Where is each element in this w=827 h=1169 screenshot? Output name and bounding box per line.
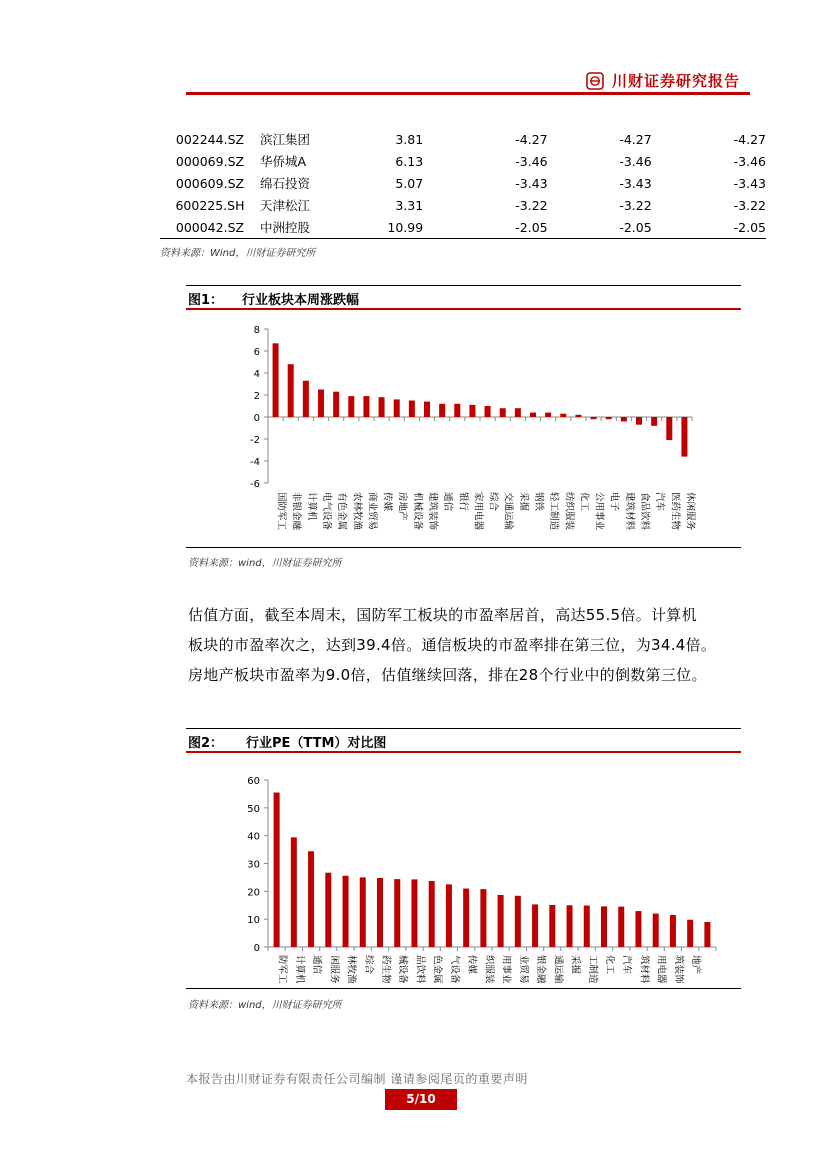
stock-change-1: -3.46 <box>515 153 548 169</box>
x-tick-label: 公用事业 <box>593 492 605 531</box>
stock-code: 002244.SZ <box>175 131 245 147</box>
figure1-source-note: 资料来源：wind，川财证券研究所 <box>188 558 342 569</box>
x-tick-label: 房地产 <box>396 492 408 521</box>
x-tick-label: 农林牧渔 <box>351 492 363 531</box>
bar <box>636 417 642 425</box>
figure1-title-bar <box>186 285 741 310</box>
table-row <box>160 128 766 150</box>
bar <box>549 905 555 947</box>
stock-change-3: -2.05 <box>652 216 766 239</box>
bar <box>409 401 415 418</box>
figure2-title: 行业PE（TTM）对比图 <box>246 736 387 751</box>
table-row <box>160 216 766 239</box>
bar <box>666 417 672 440</box>
y-tick-label: 8 <box>253 325 260 336</box>
x-tick-label: 业贸易 <box>517 955 529 984</box>
x-tick-label: 采掘 <box>517 492 529 512</box>
bar <box>424 402 430 417</box>
y-tick-label: 10 <box>247 915 260 927</box>
x-tick-label: 械设备 <box>397 955 409 984</box>
x-tick-label: 地产 <box>690 955 702 975</box>
y-tick-label: 2 <box>253 391 260 402</box>
bar <box>379 397 385 417</box>
bar <box>308 851 314 947</box>
paragraph-line: 板块的市盈率次之，达到39.4倍。通信板块的市盈率排在第三位，为34.4倍。 <box>188 636 717 654</box>
bar <box>348 396 354 417</box>
bar <box>651 417 657 426</box>
y-tick-label: -6 <box>250 479 260 490</box>
x-tick-label: 药生物 <box>380 955 391 984</box>
x-tick-label: 国防军工 <box>275 492 287 531</box>
bar <box>454 404 460 417</box>
paragraph-line: 房地产板块市盈率为9.0倍，估值继续回落，排在28个行业中的倒数第三位。 <box>188 666 707 684</box>
x-tick-label: 计算机 <box>305 492 317 521</box>
x-tick-label: 轻工制造 <box>548 492 560 531</box>
figure1-title: 行业板块本周涨跌幅 <box>242 293 360 308</box>
bar <box>687 920 693 947</box>
x-tick-label: 色金属 <box>431 955 443 984</box>
figure1-label: 图1： <box>188 293 224 308</box>
bar <box>291 837 297 947</box>
stock-price: 5.07 <box>395 175 424 191</box>
bar <box>635 911 641 947</box>
stock-name: 华侨城A <box>259 154 307 169</box>
x-tick-label: 品饮料 <box>414 955 426 984</box>
x-tick-label: 计算机 <box>293 955 305 984</box>
y-tick-label: 60 <box>247 776 260 787</box>
x-tick-label: 汽车 <box>621 955 633 975</box>
x-tick-label: 钢铁 <box>533 492 544 512</box>
bar <box>575 415 581 417</box>
bar <box>500 408 506 417</box>
bar <box>618 907 624 947</box>
x-tick-label: 家用电器 <box>472 492 484 531</box>
stock-name: 绵石投资 <box>259 176 310 191</box>
stock-name: 滨江集团 <box>259 132 310 147</box>
stock-change-3: -3.43 <box>733 175 766 191</box>
x-tick-label: 医药生物 <box>669 492 681 531</box>
stock-code: 000069.SZ <box>175 153 245 169</box>
x-tick-label: 化工 <box>604 955 615 975</box>
bar <box>446 884 452 947</box>
stock-change-1: -2.05 <box>423 216 547 239</box>
bar <box>394 399 400 417</box>
x-tick-label: 休闲服务 <box>684 492 696 531</box>
x-tick-label: 汽车 <box>654 492 666 512</box>
bar <box>377 878 383 947</box>
bar <box>515 896 521 947</box>
y-tick-label: -4 <box>250 457 260 468</box>
bar <box>530 413 536 417</box>
header-divider <box>186 92 750 95</box>
report-header-title: 川财证券研究报告 <box>612 72 741 90</box>
x-tick-label: 闲服务 <box>328 955 340 984</box>
bar <box>606 417 612 419</box>
x-tick-label: 织服装 <box>483 955 495 984</box>
bar <box>325 873 331 947</box>
x-tick-label: 建筑材料 <box>623 492 635 531</box>
bar <box>469 405 475 417</box>
x-tick-label: 采掘 <box>569 955 581 975</box>
bar <box>480 889 486 947</box>
stock-change-2: -3.43 <box>619 175 652 191</box>
stock-code: 000042.SZ <box>160 216 260 239</box>
x-tick-label: 筑装饰 <box>672 955 684 984</box>
stock-code: 600225.SH <box>175 197 245 213</box>
bar <box>681 417 687 457</box>
bar <box>411 879 417 947</box>
x-tick-label: 传媒 <box>381 492 393 512</box>
stock-change-2: -4.27 <box>619 131 652 147</box>
stock-change-2: -3.46 <box>619 153 652 169</box>
x-tick-label: 机械设备 <box>411 492 423 531</box>
x-tick-label: 通信 <box>442 492 454 512</box>
x-tick-label: 综合 <box>487 492 499 512</box>
industry-weekly-change-chart <box>186 309 741 547</box>
x-tick-label: 电气设备 <box>321 492 332 531</box>
bar <box>303 381 309 417</box>
stock-price: 10.99 <box>352 216 423 239</box>
stock-change-3: -3.22 <box>733 197 766 213</box>
bar <box>560 414 566 417</box>
x-tick-label: 筑材料 <box>638 955 650 984</box>
x-tick-label: 通信 <box>311 955 323 975</box>
x-tick-label: 交通运输 <box>502 492 514 531</box>
bar <box>653 914 659 947</box>
paragraph-line: 估值方面，截至本周末，国防军工板块的市盈率居首，高达55.5倍。计算机 <box>188 606 697 624</box>
bar <box>621 417 627 421</box>
bar <box>601 906 607 947</box>
figure2-box <box>186 752 741 989</box>
bar <box>704 922 710 947</box>
bar <box>463 889 469 947</box>
bar <box>274 793 280 947</box>
table-source-note: 资料来源：Wind，川财证券研究所 <box>160 248 316 259</box>
bar <box>363 396 369 417</box>
bar <box>485 406 491 417</box>
bar <box>394 879 400 947</box>
bar <box>439 404 445 417</box>
x-tick-label: 防军工 <box>276 955 288 984</box>
y-tick-label: 30 <box>247 859 260 871</box>
table-row <box>160 150 766 172</box>
bar <box>584 906 590 947</box>
x-tick-label: 银行 <box>457 492 469 512</box>
figure2-label: 图2： <box>188 736 224 751</box>
bar <box>545 413 551 417</box>
footer-disclaimer: 本报告由川财证券有限责任公司编制 谨请参阅尾页的重要声明 <box>186 1072 528 1086</box>
figure2-source-note: 资料来源：wind，川财证券研究所 <box>188 1000 342 1011</box>
stock-name: 中洲控股 <box>260 216 352 239</box>
stock-price: 3.31 <box>395 197 424 213</box>
y-tick-label: 0 <box>253 943 260 954</box>
x-tick-label: 传媒 <box>466 955 478 975</box>
bar <box>318 390 324 418</box>
bar <box>591 417 597 419</box>
x-tick-label: 气设备 <box>448 955 460 984</box>
stock-change-2: -2.05 <box>548 216 652 239</box>
bar <box>670 915 676 947</box>
y-tick-label: 4 <box>253 369 260 380</box>
x-tick-label: 林牧渔 <box>345 955 357 984</box>
stock-change-2: -3.22 <box>619 197 652 213</box>
y-tick-label: -2 <box>250 435 260 446</box>
table-row <box>160 172 766 194</box>
bar <box>515 408 521 417</box>
x-tick-label: 非银金融 <box>290 492 302 531</box>
x-tick-label: 电子 <box>608 492 620 512</box>
x-tick-label: 用电器 <box>655 955 667 984</box>
x-tick-label: 银金融 <box>535 955 547 984</box>
bar <box>532 904 538 947</box>
bar <box>498 895 504 947</box>
industry-pe-chart <box>186 752 741 988</box>
bar <box>273 343 279 417</box>
bar <box>343 876 349 947</box>
valuation-paragraph <box>188 600 758 690</box>
bar <box>360 877 366 947</box>
x-tick-label: 综合 <box>362 955 374 975</box>
stock-change-1: -4.27 <box>515 131 548 147</box>
figure1-box <box>186 309 741 548</box>
x-tick-label: 建筑装饰 <box>427 492 438 531</box>
x-tick-label: 工制造 <box>586 955 598 984</box>
stock-price: 6.13 <box>395 153 424 169</box>
bar <box>333 392 339 417</box>
page-number: 5/10 <box>385 1089 457 1110</box>
bar <box>429 881 435 947</box>
y-tick-label: 50 <box>247 803 260 815</box>
y-tick-label: 6 <box>253 347 260 358</box>
x-tick-label: 商业贸易 <box>366 492 378 531</box>
stock-table <box>160 128 766 239</box>
x-tick-label: 食品饮料 <box>639 492 650 531</box>
stock-price: 3.81 <box>395 131 424 147</box>
y-tick-label: 20 <box>247 887 260 899</box>
stock-change-1: -3.43 <box>515 175 548 191</box>
stock-change-3: -3.46 <box>733 153 766 169</box>
figure2-title-bar <box>186 728 741 753</box>
stock-name: 天津松江 <box>259 198 310 213</box>
x-tick-label: 化工 <box>578 492 590 512</box>
y-tick-label: 0 <box>253 413 260 424</box>
stock-change-1: -3.22 <box>515 197 548 213</box>
company-logo-icon <box>586 72 604 90</box>
bar <box>288 364 294 417</box>
stock-code: 000609.SZ <box>175 175 245 191</box>
x-tick-label: 通运输 <box>552 955 564 984</box>
x-tick-label: 纺织服装 <box>563 492 575 531</box>
stock-change-3: -4.27 <box>733 131 766 147</box>
bar <box>567 905 573 947</box>
table-row <box>160 194 766 216</box>
x-tick-label: 有色金属 <box>336 492 348 531</box>
x-tick-label: 用事业 <box>500 955 512 984</box>
y-tick-label: 40 <box>247 831 260 843</box>
